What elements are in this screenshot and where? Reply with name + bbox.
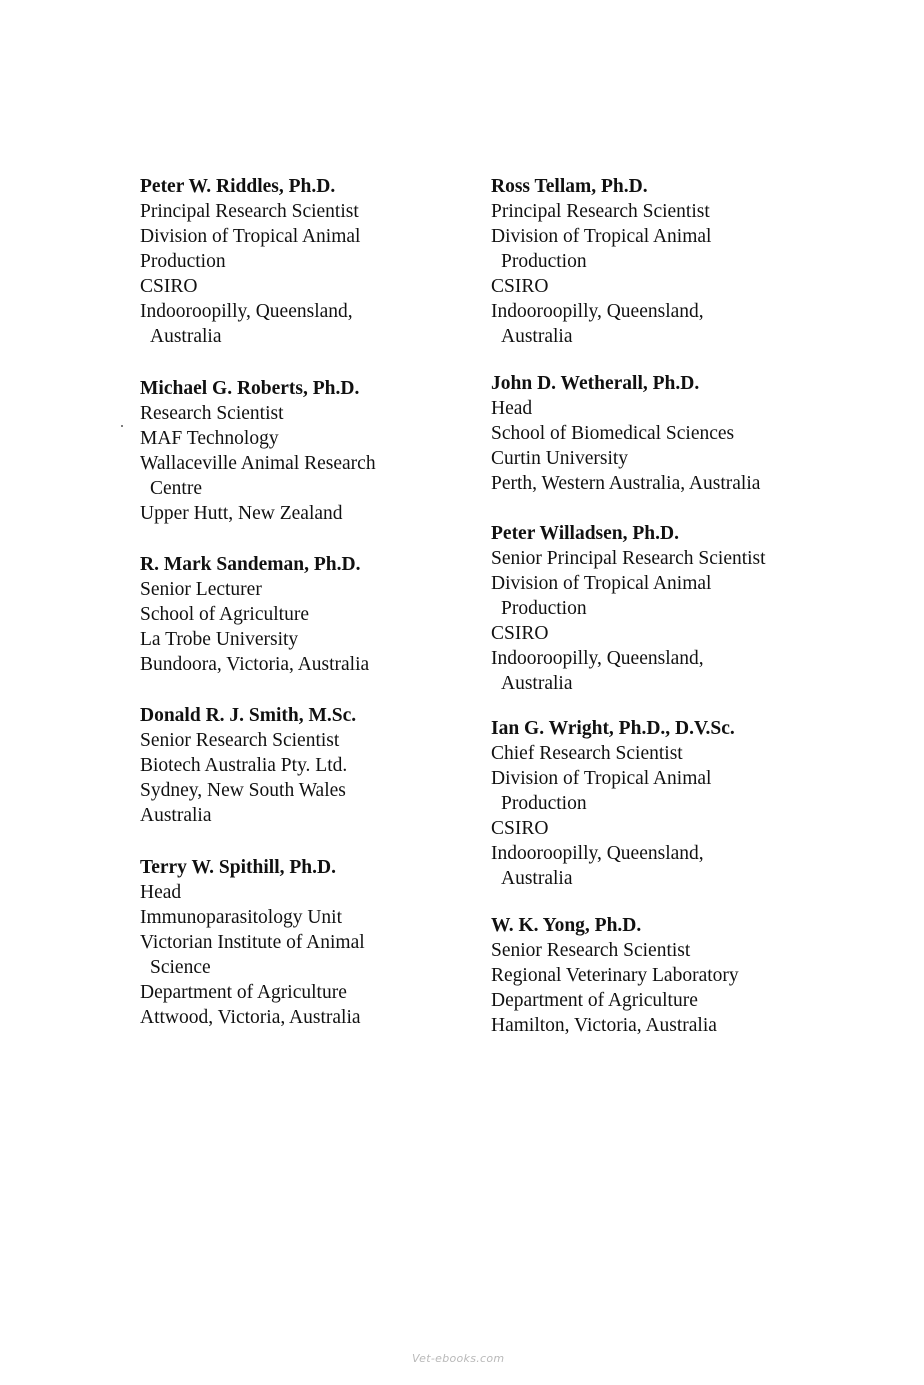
contributor-name: John D. Wetherall, Ph.D. [491, 373, 700, 394]
contributor-entry [491, 521, 851, 696]
affiliation-line: Research Scientist [140, 403, 284, 424]
affiliation-line: Wallaceville Animal Research [140, 453, 376, 474]
affiliation-line: Division of Tropical Animal [491, 573, 712, 594]
affiliation-line: CSIRO [491, 276, 549, 297]
contributor-entry [140, 376, 500, 526]
affiliation-line: Division of Tropical Animal [491, 226, 712, 247]
contributor-name: Donald R. J. Smith, M.Sc. [140, 705, 357, 726]
affiliation-line: Production [501, 598, 587, 619]
scan-speck [121, 425, 123, 427]
affiliation-line: Regional Veterinary Laboratory [491, 965, 739, 986]
contributor-entry [140, 855, 500, 1030]
affiliation-line: Biotech Australia Pty. Ltd. [140, 755, 348, 776]
affiliation-line: Principal Research Scientist [140, 201, 359, 222]
contributor-entry [491, 716, 851, 891]
affiliation-line: Australia [140, 805, 212, 826]
contributor-entry [140, 552, 500, 677]
affiliation-line: Production [501, 793, 587, 814]
affiliation-line: Perth, Western Australia, Australia [491, 473, 761, 494]
contributor-entry [140, 174, 500, 349]
affiliation-line: CSIRO [491, 818, 549, 839]
contributor-name: R. Mark Sandeman, Ph.D. [140, 554, 361, 575]
affiliation-line: Australia [501, 673, 573, 694]
affiliation-line: Production [140, 251, 226, 272]
affiliation-line: Australia [501, 868, 573, 889]
affiliation-line: Department of Agriculture [491, 990, 698, 1011]
affiliation-line: La Trobe University [140, 629, 299, 650]
contributor-name: Ross Tellam, Ph.D. [491, 176, 648, 197]
affiliation-line: Division of Tropical Animal [491, 768, 712, 789]
contributor-name: Peter Willadsen, Ph.D. [491, 523, 679, 544]
affiliation-line: School of Biomedical Sciences [491, 423, 735, 444]
affiliation-line: Australia [150, 326, 222, 347]
contributor-entry [491, 913, 851, 1038]
affiliation-line: CSIRO [140, 276, 198, 297]
affiliation-line: Indooroopilly, Queensland, [491, 648, 704, 669]
affiliation-line: Immunoparasitology Unit [140, 907, 343, 928]
affiliation-line: Centre [150, 478, 202, 499]
contributor-name: Terry W. Spithill, Ph.D. [140, 857, 336, 878]
affiliation-line: Sydney, New South Wales [140, 780, 346, 801]
affiliation-line: Victorian Institute of Animal [140, 932, 365, 953]
affiliation-line: Upper Hutt, New Zealand [140, 503, 343, 524]
affiliation-line: Senior Lecturer [140, 579, 262, 600]
contributors-right-column [491, 174, 851, 1038]
contributor-entry [140, 703, 500, 828]
affiliation-line: Indooroopilly, Queensland, [491, 301, 704, 322]
affiliation-line: Indooroopilly, Queensland, [140, 301, 353, 322]
affiliation-line: Chief Research Scientist [491, 743, 683, 764]
affiliation-line: Senior Research Scientist [491, 940, 691, 961]
watermark-text: Vet-ebooks.com [412, 1352, 505, 1365]
affiliation-line: MAF Technology [140, 428, 279, 449]
affiliation-line: School of Agriculture [140, 604, 309, 625]
affiliation-line: Senior Research Scientist [140, 730, 340, 751]
affiliation-line: Science [150, 957, 211, 978]
affiliation-line: Division of Tropical Animal [140, 226, 361, 247]
contributor-entry [491, 371, 851, 496]
contributor-name: Ian G. Wright, Ph.D., D.V.Sc. [491, 718, 735, 739]
affiliation-line: Attwood, Victoria, Australia [140, 1007, 361, 1028]
affiliation-line: CSIRO [491, 623, 549, 644]
affiliation-line: Head [491, 398, 533, 419]
affiliation-line: Department of Agriculture [140, 982, 347, 1003]
affiliation-line: Principal Research Scientist [491, 201, 710, 222]
affiliation-line: Australia [501, 326, 573, 347]
contributor-name: W. K. Yong, Ph.D. [491, 915, 642, 936]
affiliation-line: Hamilton, Victoria, Australia [491, 1015, 717, 1036]
affiliation-line: Indooroopilly, Queensland, [491, 843, 704, 864]
affiliation-line: Curtin University [491, 448, 629, 469]
contributors-left-column [140, 174, 500, 1030]
contributor-entry [491, 174, 851, 349]
affiliation-line: Bundoora, Victoria, Australia [140, 654, 370, 675]
affiliation-line: Senior Principal Research Scientist [491, 548, 766, 569]
affiliation-line: Production [501, 251, 587, 272]
affiliation-line: Head [140, 882, 182, 903]
contributor-name: Michael G. Roberts, Ph.D. [140, 378, 360, 399]
contributor-name: Peter W. Riddles, Ph.D. [140, 176, 336, 197]
